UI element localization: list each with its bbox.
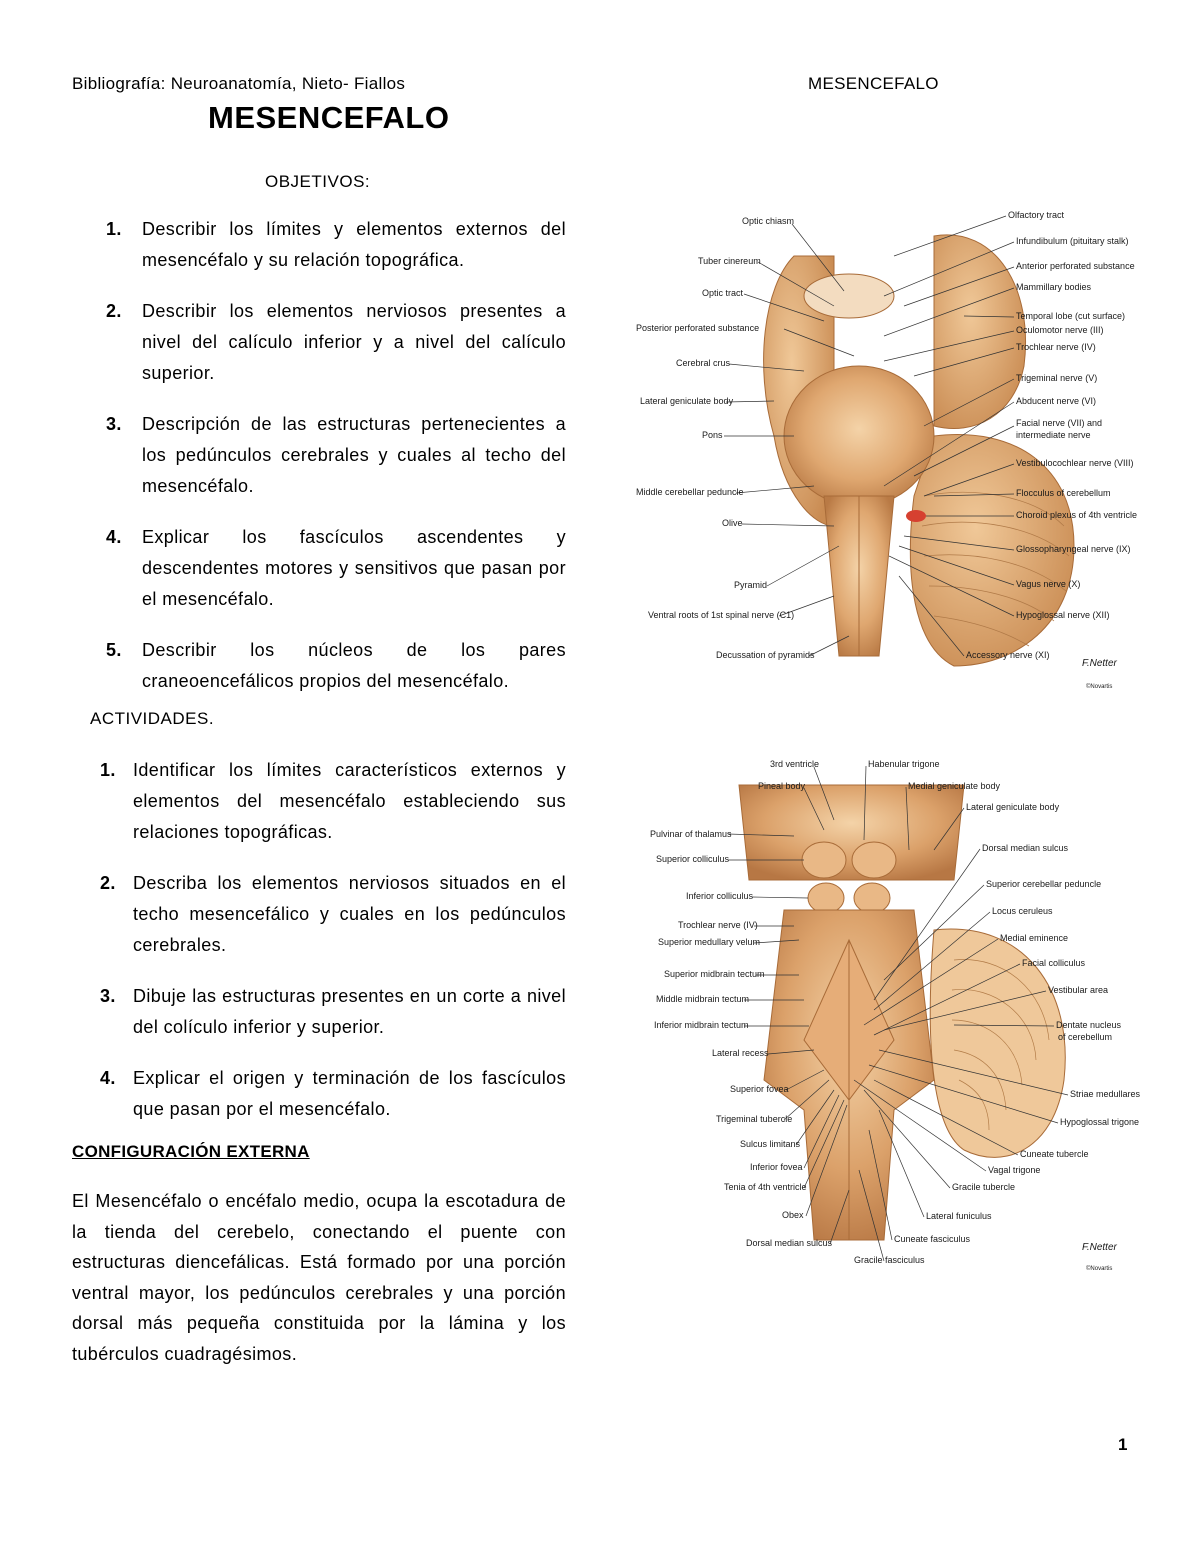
label-inferior-colliculus: Inferior colliculus [686, 891, 754, 901]
objective-item [100, 214, 566, 276]
label-vagal-trigone: Vagal trigone [988, 1165, 1041, 1175]
label-superior-midbrain-tectum: Superior midbrain tectum [664, 969, 765, 979]
label-obex: Obex [782, 1210, 804, 1220]
label-trochlear: Trochlear nerve (IV) [1016, 342, 1096, 352]
label-medial-geniculate: Medial geniculate body [908, 781, 1001, 791]
label-posterior-perforated: Posterior perforated substance [636, 323, 760, 333]
activities-heading: ACTIVIDADES. [90, 709, 215, 728]
label-gracile-tubercle: Gracile tubercle [952, 1182, 1016, 1192]
superior-colliculus-right [852, 842, 896, 878]
label-facial-colliculus: Facial colliculus [1022, 958, 1086, 968]
activity-number: 4. [100, 1068, 116, 1088]
header-bibliography: Bibliografía: Neuroanatomía, Nieto- Fiallos [72, 74, 406, 93]
label-flocculus: Flocculus of cerebellum [1016, 488, 1111, 498]
label-hypoglossal: Hypoglossal nerve (XII) [1016, 610, 1110, 620]
activities-list [95, 755, 566, 1145]
label-of-cerebellum: of cerebellum [1058, 1032, 1113, 1042]
label-trochlear-nerve: Trochlear nerve (IV) [678, 920, 758, 930]
inferior-colliculus-right [854, 883, 890, 913]
label-facial: Facial nerve (VII) and [1016, 418, 1103, 428]
label-middle-midbrain-tectum: Middle midbrain tectum [656, 994, 750, 1004]
label-glossopharyngeal: Glossopharyngeal nerve (IX) [1016, 544, 1131, 554]
label-dorsal-median-sulcus-left: Dorsal median sulcus [746, 1238, 833, 1248]
label-tenia: Tenia of 4th ventricle [724, 1182, 807, 1192]
activity-item [95, 755, 566, 848]
activity-item [95, 1063, 566, 1125]
label-vestibulocochlear: Vestibulocochlear nerve (VIII) [1016, 458, 1134, 468]
figure-brainstem-dorsal [634, 750, 1141, 1280]
thalamus-shape [739, 785, 964, 880]
label-ventral-roots: Ventral roots of 1st spinal nerve (C1) [648, 610, 795, 620]
label-temporal-lobe: Temporal lobe (cut surface) [1016, 311, 1126, 321]
activity-text: Dibuje las estructuras presentes en un corte a nivel del colículo inferior y superior. [133, 986, 566, 1037]
objectives-heading: OBJETIVOS: [265, 172, 371, 191]
objective-text: Describir los núcleos de los pares craneoencefálicos propios del mesencéfalo. [142, 640, 566, 691]
label-optic-tract: Optic tract [702, 288, 744, 298]
label-medial-eminence: Medial eminence [1000, 933, 1069, 943]
inferior-colliculus-left [808, 883, 844, 913]
label-olfactory-tract: Olfactory tract [1008, 210, 1065, 220]
label-inferior-midbrain-tectum: Inferior midbrain tectum [654, 1020, 749, 1030]
activity-number: 1. [100, 760, 116, 780]
label-gracile-fasciculus: Gracile fasciculus [854, 1255, 925, 1265]
section-title: CONFIGURACIÓN EXTERNA [72, 1142, 310, 1161]
label-pineal-body: Pineal body [758, 781, 806, 791]
objective-text: Explicar los fascículos ascendentes y descendentes motores y sensitivos que pasan por el mesencéfalo. [142, 527, 566, 609]
label-trigeminal-tubercle: Trigeminal tubercle [716, 1114, 793, 1124]
label-mammillary: Mammillary bodies [1016, 282, 1092, 292]
label-infundibulum: Infundibulum (pituitary stalk) [1016, 236, 1129, 246]
label-middle-cerebellar-peduncle: Middle cerebellar peduncle [636, 487, 744, 497]
objective-text: Descripción de las estructuras pertenecientes a los pedúnculos cerebrales y cuales al techo del mesencéfalo. [142, 414, 566, 496]
section-paragraph: El Mesencéfalo o encéfalo medio, ocupa la escotadura de la tienda del cerebelo, conectando el puente con estructuras diencefálicas. Está formado por una porción ventral mayor, los pedúnculos cerebrales y una porción dorsal más pequeña constituida por la lámina y los tubérculos cuadragésimos. [72, 1191, 566, 1364]
objective-item [100, 635, 566, 697]
figure-brainstem-ventral [634, 196, 1138, 704]
page-number: 1 [1118, 1435, 1128, 1454]
objective-text: Describir los límites y elementos externos del mesencéfalo y su relación topográfica. [142, 219, 566, 270]
objective-number: 2. [106, 301, 122, 321]
label-cuneate-fasciculus: Cuneate fasciculus [894, 1234, 971, 1244]
label-oculomotor: Oculomotor nerve (III) [1016, 325, 1104, 335]
page-title: MESENCEFALO [208, 100, 450, 135]
activity-number: 3. [100, 986, 116, 1006]
figure-brainstem-dorsal-drawing [634, 750, 1141, 1280]
activity-item [95, 981, 566, 1043]
objective-text: Describir los elementos nerviosos presentes a nivel del calículo inferior y a nivel del calículo superior. [142, 301, 566, 383]
label-accessory: Accessory nerve (XI) [966, 650, 1050, 660]
pons-shape [784, 366, 934, 506]
label-striae-medullares: Striae medullares [1070, 1089, 1141, 1099]
label-abducent: Abducent nerve (VI) [1016, 396, 1097, 406]
label-vestibular-area: Vestibular area [1048, 985, 1109, 995]
label-lateral-geniculate: Lateral geniculate body [640, 396, 734, 406]
objectives-list [100, 214, 566, 717]
choroid-plexus-shape [906, 510, 926, 522]
label-sulcus-limitans: Sulcus limitans [740, 1139, 801, 1149]
label-superior-cerebellar-peduncle: Superior cerebellar peduncle [986, 879, 1102, 889]
label-optic-chiasm: Optic chiasm [742, 216, 795, 226]
activity-text: Describa los elementos nerviosos situados en el techo mesencefálico y cuales en los pedúnculos cerebrales. [133, 873, 566, 955]
objective-number: 1. [106, 219, 122, 239]
label-cuneate-tubercle: Cuneate tubercle [1020, 1149, 1089, 1159]
label-superior-medullary-velum: Superior medullary velum [658, 937, 761, 947]
label-dorsal-median-sulcus-right: Dorsal median sulcus [982, 843, 1069, 853]
label-habenular-trigone: Habenular trigone [868, 759, 940, 769]
figure-brainstem-ventral-drawing [634, 196, 1138, 704]
label-vagus: Vagus nerve (X) [1016, 579, 1081, 589]
label-olive: Olive [722, 518, 743, 528]
label-superior-colliculus: Superior colliculus [656, 854, 730, 864]
label-choroid-plexus: Choroid plexus of 4th ventricle [1016, 510, 1138, 520]
label-lateral-recess: Lateral recess [712, 1048, 769, 1058]
objective-item [100, 409, 566, 502]
label-superior-fovea: Superior fovea [730, 1084, 789, 1094]
label-3rd-ventricle: 3rd ventricle [770, 759, 820, 769]
label-intermediate: intermediate nerve [1016, 430, 1091, 440]
objective-number: 5. [106, 640, 122, 660]
netter-signature-2: F.Netter [1082, 1242, 1117, 1253]
superior-colliculus-left [802, 842, 846, 878]
objective-item [100, 296, 566, 389]
netter-credit: ©Novartis [1086, 684, 1113, 690]
label-locus-ceruleus: Locus ceruleus [992, 906, 1053, 916]
label-tuber-cinereum: Tuber cinereum [698, 256, 761, 266]
label-dentate-nucleus: Dentate nucleus [1056, 1020, 1122, 1030]
label-lateral-geniculate-2: Lateral geniculate body [966, 802, 1060, 812]
label-cerebral-crus: Cerebral crus [676, 358, 731, 368]
activity-text: Explicar el origen y terminación de los fascículos que pasan por el mesencéfalo. [133, 1068, 566, 1119]
objective-item [100, 522, 566, 615]
activity-item [95, 868, 566, 961]
label-decussation: Decussation of pyramids [716, 650, 815, 660]
label-anterior-perforated: Anterior perforated substance [1016, 261, 1135, 271]
optic-chiasm-shape [804, 274, 894, 318]
activity-text: Identificar los límites característicos externos y elementos del mesencéfalo estableciendo sus relaciones topográficas. [133, 760, 566, 842]
label-lateral-funiculus: Lateral funiculus [926, 1211, 992, 1221]
activity-number: 2. [100, 873, 116, 893]
netter-credit-2: ©Novartis [1086, 1266, 1113, 1272]
header-chapter: MESENCEFALO [808, 74, 939, 93]
objective-number: 3. [106, 414, 122, 434]
label-pons: Pons [702, 430, 723, 440]
objective-number: 4. [106, 527, 122, 547]
label-hypoglossal-trigone: Hypoglossal trigone [1060, 1117, 1140, 1127]
label-pulvinar: Pulvinar of thalamus [650, 829, 732, 839]
label-inferior-fovea: Inferior fovea [750, 1162, 803, 1172]
label-pyramid: Pyramid [734, 580, 768, 590]
netter-signature: F.Netter [1082, 658, 1117, 669]
label-trigeminal: Trigeminal nerve (V) [1016, 373, 1098, 383]
